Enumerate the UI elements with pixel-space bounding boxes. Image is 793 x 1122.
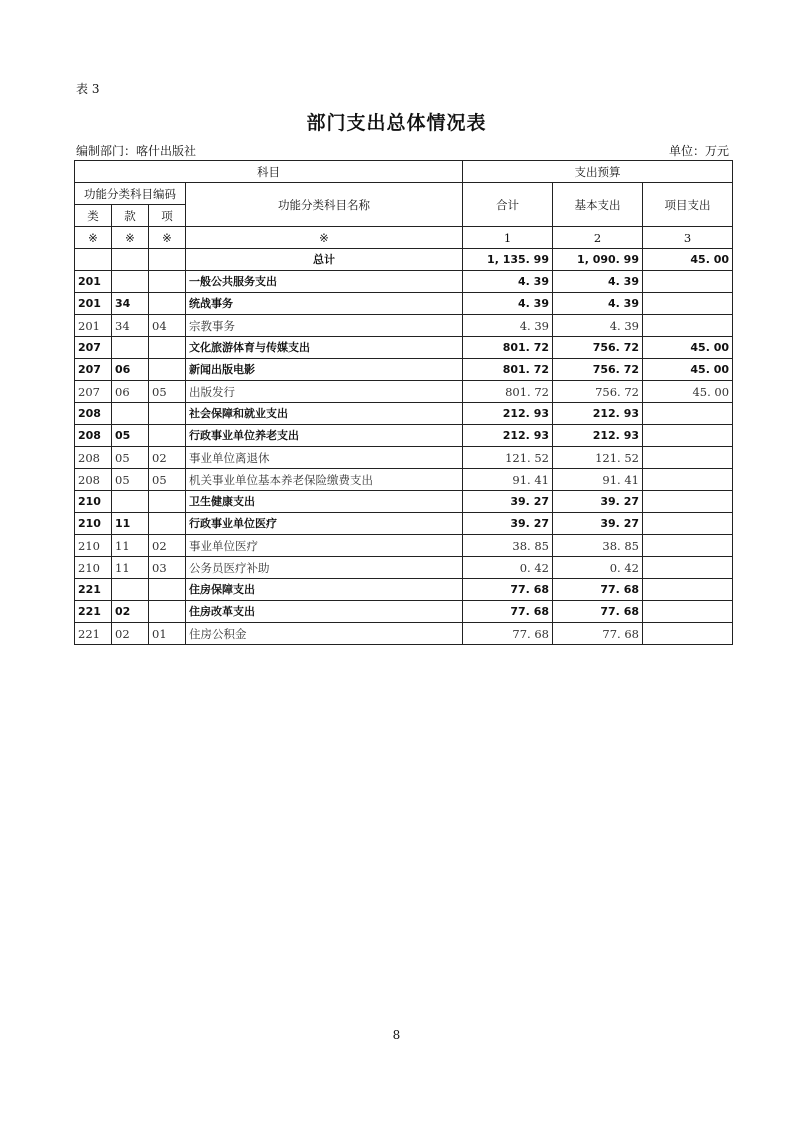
cell-total: 77. 68 xyxy=(463,579,553,601)
cell-kuan xyxy=(112,579,149,601)
cell-basic: 4. 39 xyxy=(553,293,643,315)
header-total: 合计 xyxy=(463,183,553,227)
cell-basic: 4. 39 xyxy=(553,315,643,337)
cell-total: 91. 41 xyxy=(463,469,553,491)
cell-lei: 221 xyxy=(75,601,112,623)
cell-total: 39. 27 xyxy=(463,491,553,513)
cell-total: 212. 93 xyxy=(463,425,553,447)
cell-xiang: 05 xyxy=(149,469,186,491)
cell-name: 公务员医疗补助 xyxy=(186,557,463,579)
cell-total: 121. 52 xyxy=(463,447,553,469)
cell-total: 4. 39 xyxy=(463,271,553,293)
cell-kuan: 11 xyxy=(112,557,149,579)
mark-kuan: ※ xyxy=(112,227,149,249)
cell-project xyxy=(643,425,733,447)
cell-total: 4. 39 xyxy=(463,315,553,337)
cell-project xyxy=(643,315,733,337)
cell-xiang: 03 xyxy=(149,557,186,579)
cell-lei: 210 xyxy=(75,557,112,579)
cell-xiang xyxy=(149,271,186,293)
cell-xiang xyxy=(149,601,186,623)
table-row xyxy=(75,271,733,293)
unit-label: 单位：万元 xyxy=(668,144,729,158)
cell-lei: 201 xyxy=(75,293,112,315)
cell-project xyxy=(643,403,733,425)
table-row xyxy=(75,579,733,601)
header-row-2 xyxy=(75,183,733,205)
col-index-1: 1 xyxy=(463,227,553,249)
cell-lei: 208 xyxy=(75,447,112,469)
cell-xiang xyxy=(149,293,186,315)
cell-project xyxy=(643,557,733,579)
cell-project xyxy=(643,601,733,623)
cell-kuan: 02 xyxy=(112,601,149,623)
cell-total: 0. 42 xyxy=(463,557,553,579)
cell-xiang xyxy=(149,579,186,601)
cell-basic: 77. 68 xyxy=(553,601,643,623)
page-number: 8 xyxy=(392,1028,401,1042)
table-row xyxy=(75,535,733,557)
cell-basic: 121. 52 xyxy=(553,447,643,469)
table-row xyxy=(75,381,733,403)
header-basic: 基本支出 xyxy=(553,183,643,227)
table-row xyxy=(75,293,733,315)
header-lei: 类 xyxy=(75,205,112,227)
cell-kuan: 34 xyxy=(112,315,149,337)
cell-total: 4. 39 xyxy=(463,293,553,315)
cell-xiang: 04 xyxy=(149,315,186,337)
table-row xyxy=(75,513,733,535)
cell-xiang xyxy=(149,425,186,447)
cell-name: 行政事业单位医疗 xyxy=(186,513,463,535)
cell-name: 宗教事务 xyxy=(186,315,463,337)
grand-total-project: 45. 00 xyxy=(643,249,733,271)
cell-name: 住房保障支出 xyxy=(186,579,463,601)
cell-project xyxy=(643,293,733,315)
cell-basic: 212. 93 xyxy=(553,403,643,425)
cell-project xyxy=(643,535,733,557)
cell-kuan xyxy=(112,271,149,293)
cell-total: 801. 72 xyxy=(463,337,553,359)
cell-basic: 91. 41 xyxy=(553,469,643,491)
header-project: 项目支出 xyxy=(643,183,733,227)
cell-lei: 201 xyxy=(75,315,112,337)
cell-total: 77. 68 xyxy=(463,623,553,645)
cell-kuan xyxy=(112,337,149,359)
grand-total-total: 1, 135. 99 xyxy=(463,249,553,271)
header-row-4 xyxy=(75,227,733,249)
cell-project xyxy=(643,579,733,601)
cell-name: 文化旅游体育与传媒支出 xyxy=(186,337,463,359)
cell-name: 出版发行 xyxy=(186,381,463,403)
col-index-2: 2 xyxy=(553,227,643,249)
cell-total: 212. 93 xyxy=(463,403,553,425)
cell-name: 事业单位离退休 xyxy=(186,447,463,469)
header-row-1 xyxy=(75,161,733,183)
header-kuan: 款 xyxy=(112,205,149,227)
cell-lei: 207 xyxy=(75,381,112,403)
table-row xyxy=(75,491,733,513)
cell-kuan: 05 xyxy=(112,447,149,469)
cell-lei: 210 xyxy=(75,513,112,535)
cell-lei: 210 xyxy=(75,535,112,557)
header-subject: 科目 xyxy=(75,161,463,183)
cell-name: 统战事务 xyxy=(186,293,463,315)
cell-kuan xyxy=(112,403,149,425)
table-row xyxy=(75,315,733,337)
table-row xyxy=(75,623,733,645)
cell-basic: 38. 85 xyxy=(553,535,643,557)
cell-xiang: 02 xyxy=(149,447,186,469)
cell-xiang xyxy=(149,403,186,425)
cell-basic: 77. 68 xyxy=(553,623,643,645)
table-label: 表 3 xyxy=(76,82,100,96)
cell-name: 机关事业单位基本养老保险缴费支出 xyxy=(186,469,463,491)
header-name: 功能分类科目名称 xyxy=(186,183,463,227)
table-row xyxy=(75,447,733,469)
cell-lei: 221 xyxy=(75,579,112,601)
header-xiang: 项 xyxy=(149,205,186,227)
header-code-group: 功能分类科目编码 xyxy=(75,183,186,205)
cell-lei: 208 xyxy=(75,425,112,447)
cell-name: 卫生健康支出 xyxy=(186,491,463,513)
cell-name: 行政事业单位养老支出 xyxy=(186,425,463,447)
cell-basic: 756. 72 xyxy=(553,359,643,381)
cell-basic: 39. 27 xyxy=(553,513,643,535)
cell-name: 事业单位医疗 xyxy=(186,535,463,557)
cell-basic: 756. 72 xyxy=(553,381,643,403)
cell-kuan: 02 xyxy=(112,623,149,645)
cell-lei: 207 xyxy=(75,337,112,359)
cell-kuan: 05 xyxy=(112,425,149,447)
cell-basic: 39. 27 xyxy=(553,491,643,513)
cell-lei: 221 xyxy=(75,623,112,645)
expenditure-table xyxy=(74,160,733,645)
cell-xiang: 05 xyxy=(149,381,186,403)
cell-total: 38. 85 xyxy=(463,535,553,557)
cell-kuan: 06 xyxy=(112,359,149,381)
cell-name: 新闻出版电影 xyxy=(186,359,463,381)
cell-project: 45. 00 xyxy=(643,359,733,381)
cell-project xyxy=(643,271,733,293)
cell-xiang xyxy=(149,491,186,513)
cell-xiang xyxy=(149,513,186,535)
cell-project xyxy=(643,623,733,645)
cell-lei: 207 xyxy=(75,359,112,381)
cell-name: 住房公积金 xyxy=(186,623,463,645)
table-row xyxy=(75,601,733,623)
cell-xiang: 02 xyxy=(149,535,186,557)
cell-basic: 4. 39 xyxy=(553,271,643,293)
cell-basic: 0. 42 xyxy=(553,557,643,579)
cell-kuan: 06 xyxy=(112,381,149,403)
table-row xyxy=(75,469,733,491)
cell-project xyxy=(643,469,733,491)
cell-project xyxy=(643,491,733,513)
cell-name: 社会保障和就业支出 xyxy=(186,403,463,425)
cell-project: 45. 00 xyxy=(643,337,733,359)
table-row xyxy=(75,337,733,359)
grand-total-row xyxy=(75,249,733,271)
cell-basic: 212. 93 xyxy=(553,425,643,447)
cell-name: 住房改革支出 xyxy=(186,601,463,623)
department-label: 编制部门：喀什出版社 xyxy=(76,144,197,158)
table-row xyxy=(75,359,733,381)
cell-lei: 210 xyxy=(75,491,112,513)
table-row xyxy=(75,403,733,425)
cell-total: 801. 72 xyxy=(463,381,553,403)
cell-total: 77. 68 xyxy=(463,601,553,623)
cell-kuan xyxy=(112,491,149,513)
mark-lei: ※ xyxy=(75,227,112,249)
mark-name: ※ xyxy=(186,227,463,249)
cell-basic: 77. 68 xyxy=(553,579,643,601)
cell-project: 45. 00 xyxy=(643,381,733,403)
cell-project xyxy=(643,447,733,469)
page-title: 部门支出总体情况表 xyxy=(306,112,487,134)
cell-xiang xyxy=(149,359,186,381)
grand-total-label: 总计 xyxy=(186,249,463,271)
cell-kuan: 11 xyxy=(112,535,149,557)
col-index-3: 3 xyxy=(643,227,733,249)
cell-basic: 756. 72 xyxy=(553,337,643,359)
cell-project xyxy=(643,513,733,535)
table-row xyxy=(75,557,733,579)
cell-total: 39. 27 xyxy=(463,513,553,535)
cell-xiang: 01 xyxy=(149,623,186,645)
header-budget: 支出预算 xyxy=(463,161,733,183)
cell-kuan: 34 xyxy=(112,293,149,315)
mark-xiang: ※ xyxy=(149,227,186,249)
grand-total-basic: 1, 090. 99 xyxy=(553,249,643,271)
cell-total: 801. 72 xyxy=(463,359,553,381)
cell-lei: 201 xyxy=(75,271,112,293)
cell-name: 一般公共服务支出 xyxy=(186,271,463,293)
cell-kuan: 11 xyxy=(112,513,149,535)
table-row xyxy=(75,425,733,447)
cell-lei: 208 xyxy=(75,403,112,425)
cell-xiang xyxy=(149,337,186,359)
cell-lei: 208 xyxy=(75,469,112,491)
cell-kuan: 05 xyxy=(112,469,149,491)
